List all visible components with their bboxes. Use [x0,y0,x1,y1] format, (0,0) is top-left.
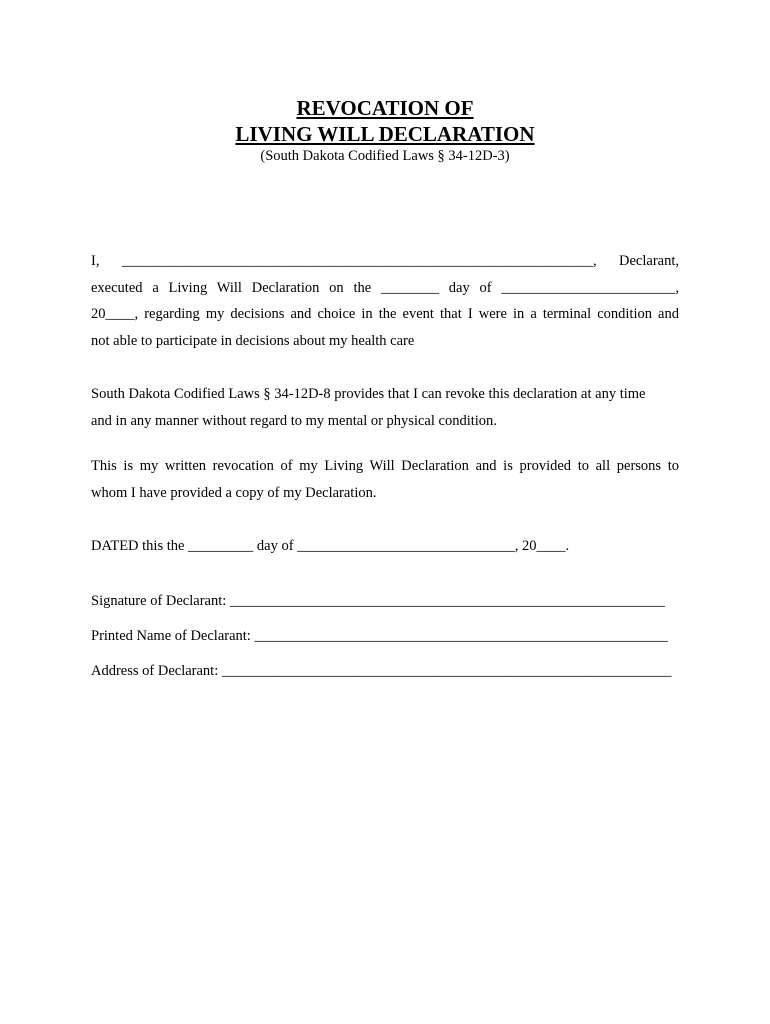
revocation-line2: whom I have provided a copy of my Declaration. [91,484,377,501]
signature-line: Signature of Declarant: ____________________________________________________________ [91,593,665,609]
statute-line1: South Dakota Codified Laws § 34-12D-8 provides that I can revoke this declaration at any time [91,386,646,402]
health-care-line: not able to participate in decisions about my health care [91,333,415,350]
terminal-condition-line: 20____, regarding my decisions and choice in the event that I were in a terminal condition and [91,306,679,323]
revocation-line1: This is my written revocation of my Living Will Declaration and is provided to all persons to [91,458,679,474]
printed-name-line: Printed Name of Declarant: _________________________________________________________ [91,628,668,644]
statute-paragraph [91,381,679,434]
declarant-name-line: I, _________________________________________________________________, Declarant, [91,253,679,269]
document-subtitle: (South Dakota Codified Laws § 34-12D-3) [260,148,510,164]
declaration-paragraph [91,248,679,355]
revocation-paragraph [91,453,679,506]
address-line: Address of Declarant: ______________________________________________________________ [91,663,672,679]
statute-line2: and in any manner without regard to my mental or physical condition. [91,412,497,429]
dated-line: DATED this the _________ day of ______________________________, 20____. [91,538,570,554]
document-title-line2: LIVING WILL DECLARATION [235,122,535,146]
document-title-line1: REVOCATION OF [296,96,474,120]
execution-date-line: executed a Living Will Declaration on the ________ day of ________________________, [91,279,679,296]
dated-paragraph [91,533,679,560]
